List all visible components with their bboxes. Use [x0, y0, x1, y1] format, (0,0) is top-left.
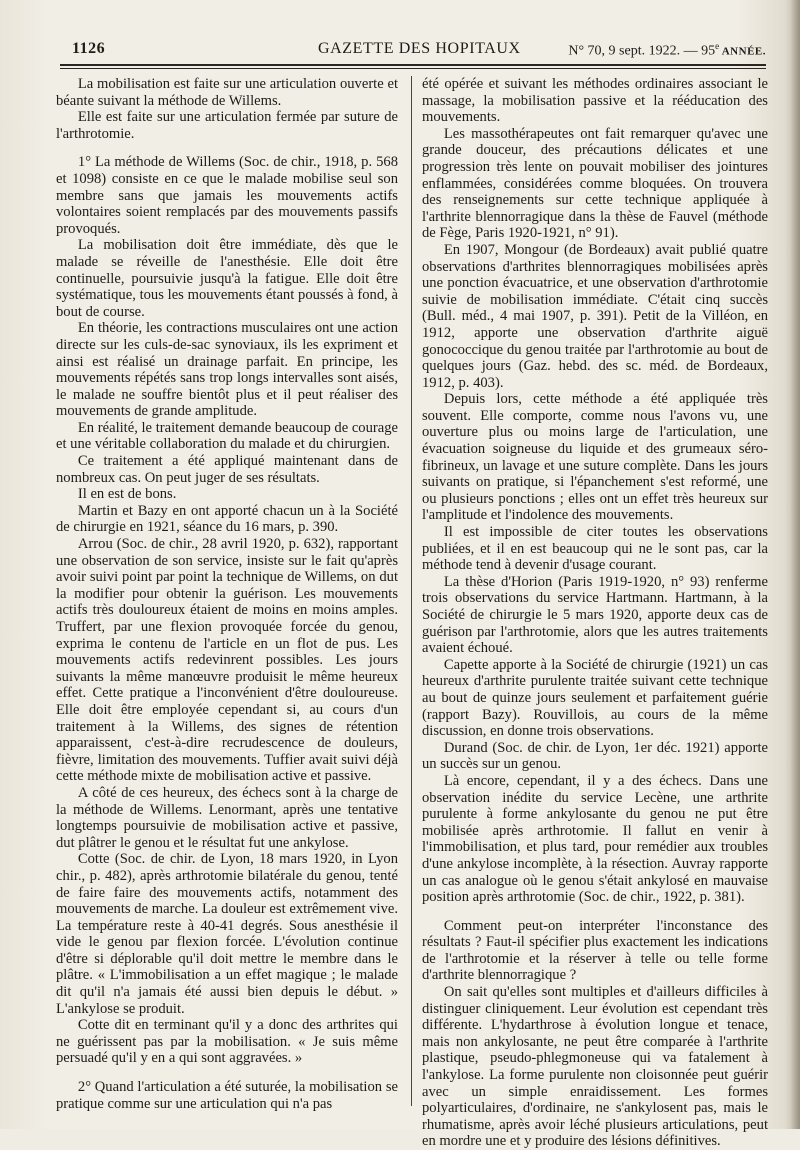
- page-number: 1126: [72, 40, 106, 57]
- page-header: [60, 38, 766, 62]
- paragraph: Capette apporte à la Société de chirurgie (1921) un cas heureux d'arthrite purulente traitée suivant cette technique au bout de quinze jours seulement et parfaitement guérie (rapport Bazy). Rouvillois, au cours de la même discussion, en donne trois observations.: [422, 656, 768, 740]
- paragraph: Là encore, cependant, il y a des échecs. Dans une observation inédite du service Lecène, une arthrite purulente à forme ankylosante du genou ne put être mobilisée après arthrotomie. Il fallut en venir à l'immobilisation, et plus tard, pour remédier aux troubles d'une ankylose incomplète, à la résection. Auvray rapporte un cas analogue où le genou s'était ankylosé en mauvaise position après arthrotomie (Soc. de chir., 1922, p. 381).: [422, 772, 768, 906]
- paragraph: On sait qu'elles sont multiples et d'ailleurs difficiles à distinguer cliniquement. Leur évolution est cependant très différente. L'hydarthrose à évolution longue et tenace, mais non ankylosante, ne peut être comparée à l'arthrite plastique, pseudo-phlegmoneuse qui va fatalement à l'ankylose. La forme purulente non cloisonnée peut guérir avec un simple enraidissement. Les formes polyarticulaires, d'ordinaire, ne s'ankylosent pas, mais le rhumatisme, après avoir léché plusieurs articulations, peut en mordre une et y produire des lésions définitives.: [422, 984, 768, 1150]
- issue-sup: e: [715, 41, 720, 51]
- journal-title: GAZETTE DES HOPITAUX: [318, 40, 521, 57]
- header-rule-thin: [60, 68, 766, 69]
- paragraph: Depuis lors, cette méthode a été appliquée très souvent. Elle comporte, comme nous l'avons vu, une ouverture plus ou moins large de l'articulation, une évacuation soigneuse du liquide et des grumeaux séro-fibrineux, un lavage et une suture complète. Dans les jours suivants on pratique, si l'épanchement s'est reformé, une ou plusieurs ponctions ; elles ont un effet très heureux sur l'amplitude et l'indolence des mouvements.: [422, 391, 768, 524]
- paragraph: Cotte dit en terminant qu'il y a donc des arthrites qui ne guérissent pas par la mobilisation. « Je suis même persuadé qu'il y en a qui sont aggravées. »: [56, 1017, 398, 1067]
- paragraph: 1° La méthode de Willems (Soc. de chir., 1918, p. 568 et 1098) consiste en ce que le malade mobilise seul son membre sans que jamais les mouvements actifs volontaires soient remplacés par des mouvements passifs provoqués.: [56, 154, 398, 237]
- right-column: [422, 76, 768, 1150]
- paragraph: Il en est de bons.: [77, 486, 177, 503]
- paragraph: Cotte (Soc. de chir. de Lyon, 18 mars 1920, in Lyon chir., p. 482), après arthrotomie bilatérale du genou, tenté de faire faire des mouvements actifs, notamment des mouvements de marche. La douleur est extrêmement vive. La température reste à 40-41 degrés. Sous anesthésie il vide le genou par flexion forcée. L'évolution continue d'être si déplorable qu'il doit mettre le membre dans le plâtre. « L'immobilisation a un effet magique ; le malade dit qu'il n'a jamais été aussi bien depuis le début. » L'ankylose se produit.: [56, 851, 398, 1017]
- paragraph: La mobilisation est faite sur une articulation ouverte et béante suivant la méthode de Willems.: [56, 76, 398, 109]
- page-edge-shadow: [790, 0, 800, 1129]
- header-rule-thick: [60, 64, 766, 66]
- paragraph: La thèse d'Horion (Paris 1919-1920, n° 93) renferme trois observations du service Hartmann. Hartmann, à la Société de chirurgie le 5 mars 1920, apporte deux cas de guérison par l'arthrotomie, alors que les autres traitements avaient échoué.: [422, 573, 768, 657]
- paragraph: été opérée et suivant les méthodes ordinaires associant le massage, la mobilisation passive et la rééducation des mouvements.: [422, 76, 768, 126]
- paragraph: La mobilisation doit être immédiate, dès que le malade se réveille de l'anesthésie. Elle doit être continuelle, poursuivie jusqu'à la fatigue. Elle doit être systématique, tous les mouvements étant poussés à fond, à bout de course.: [56, 237, 398, 320]
- paragraph: Arrou (Soc. de chir., 28 avril 1920, p. 632), rapportant une observation de son service, insiste sur le fait qu'après avoir suivi point par point la technique de Willems, on dut la modifier pour obtenir la guérison. Les mouvements actifs très douloureux étaient de moins en moins amples. Truffert, par une flexion provoquée forcée du genou, exprima le contenu de l'article en un flot de pus. Les mouvements actifs redevinrent possibles. Les jours suivants la même manœuvre produisit le même heureux effet. Cette pratique a l'inconvénient d'être douloureuse. Elle doit être employée cependant si, au cours d'un traitement à la Willems, des signes de rétention apparaissent, c'est-à-dire recrudescence de douleurs, fièvre, limitation des mouvements. Tuffier avait suivi déjà cette méthode mixte de mobilisation active et passive.: [56, 536, 398, 785]
- paragraph: Durand (Soc. de chir. de Lyon, 1er déc. 1921) apporte un succès sur un genou.: [422, 739, 768, 773]
- paragraph: Les massothérapeutes ont fait remarquer qu'avec une grande douceur, des précautions délicates et une progression très lente on pouvait mobiliser des jointures enflammées, considérées comme bloquées. On trouvera des renseignements sur cette technique appliquée à l'arthrite blennorragique dans la thèse de Fauvel (méthode de Fège, Paris 1920-1921, n° 91).: [422, 125, 768, 242]
- paragraph: En 1907, Mongour (de Bordeaux) avait publié quatre observations d'arthrites blennorragiques mobilisées après une ponction évacuatrice, et une observation d'arthrotomie suivie de mobilisation immédiate. C'était cinq succès (Bull. méd., 4 mai 1907, p. 391). Petit de la Villéon, en 1912, apporte une observation d'arthrite aiguë gonococcique du genou traitée par l'arthrotomie au bout de quelques jours (Gaz. hebd. des sc. méd. de Bordeaux, 1912, p. 403).: [422, 241, 768, 391]
- paragraph: A côté de ces heureux, des échecs sont à la charge de la méthode de Willems. Lenormant, après une tentative longtemps poursuivie de mobilisation active et passive, dut plâtrer le genou et le résultat fut une ankylose.: [56, 784, 398, 851]
- issue-info: [568, 41, 766, 60]
- issue-main: N° 70, 9 sept. 1922. — 95: [568, 43, 716, 59]
- paragraph: En théorie, les contractions musculaires ont une action directe sur les culs-de-sac synoviaux, ils les expriment et ainsi est réalisé un drainage parfait. En principe, les mouvements répétés sans trop longs intervalles sont aisés, le malade ne souffre bientôt plus et il peut réaliser des mouvements de grande amplitude.: [56, 320, 398, 420]
- paragraph: Comment peut-on interpréter l'inconstance des résultats ? Faut-il spécifier plus exactement les indications de l'arthrotomie et la réserver à telle ou telle forme d'arthrite blennorragique ?: [422, 917, 768, 984]
- column-divider: [411, 76, 412, 1106]
- paragraph: Elle est faite sur une articulation fermée par suture de l'arthrotomie.: [56, 109, 398, 142]
- paragraph: En réalité, le traitement demande beaucoup de courage et une véritable collaboration du malade et du chirurgien.: [56, 419, 398, 453]
- paragraph: Martin et Bazy en ont apporté chacun un à la Société de chirurgie en 1921, séance du 16 mars, p. 390.: [56, 502, 398, 536]
- paragraph: Ce traitement a été appliqué maintenant dans de nombreux cas. On peut juger de ses résultats.: [56, 453, 398, 486]
- issue-annee: ANNÉE.: [719, 45, 766, 58]
- paragraph: Il est impossible de citer toutes les observations publiées, et il en est beaucoup qui ne le sont pas, car la méthode tend à devenir d'usage courant.: [422, 524, 768, 574]
- paragraph: 2° Quand l'articulation a été suturée, la mobilisation se pratique comme sur une articulation qui n'a pas: [56, 1079, 398, 1112]
- left-column: [56, 76, 398, 1112]
